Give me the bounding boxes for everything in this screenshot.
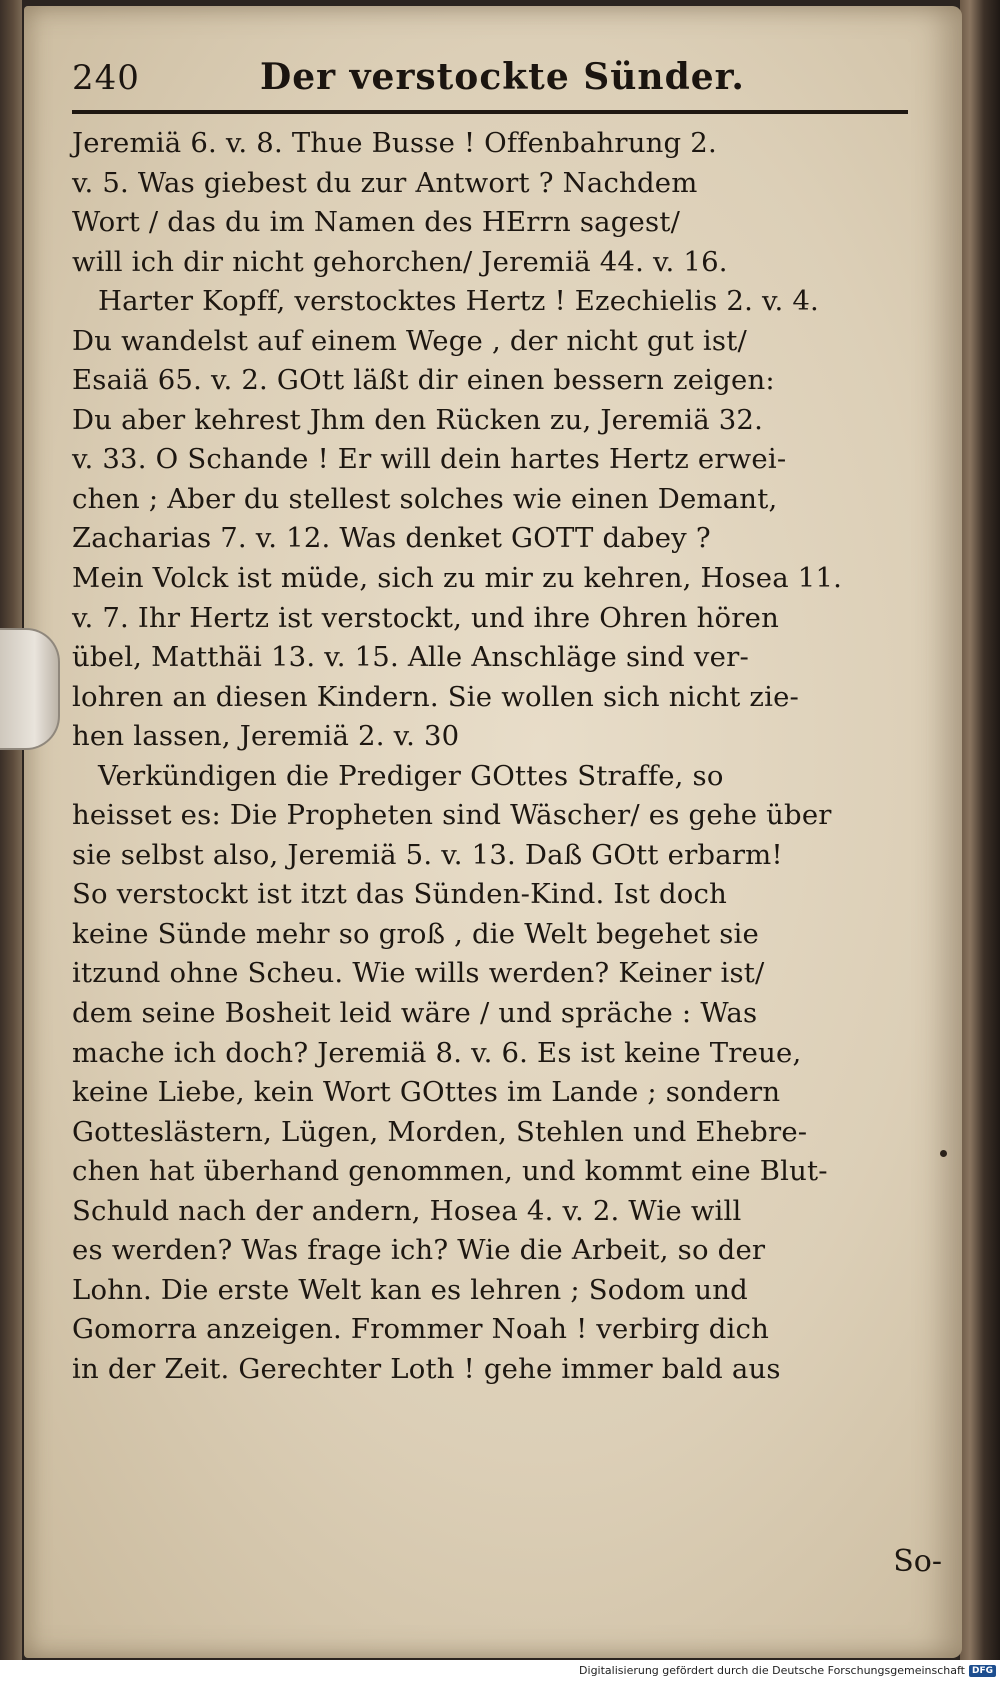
text-line: v. 7. Ihr Hertz ist verstockt, und ihre Ohren hören [72,601,780,634]
running-title: Der verstockte Sünder. [260,56,745,98]
text-line: dem seine Bosheit leid wäre / und spräche : Was [72,997,758,1030]
text-line: keine Liebe, kein Wort GOttes im Lande ; sondern [72,1076,781,1109]
text-line: Schuld nach der andern, Hosea 4. v. 2. Wie will [72,1194,742,1227]
text-line: übel, Matthäi 13. v. 15. Alle Anschläge sind ver- [72,641,749,674]
text-line: in der Zeit. Gerechter Loth ! gehe immer bald aus [72,1352,781,1385]
text-line: So verstockt ist itzt das Sünden-Kind. Ist doch [72,878,728,911]
text-line: chen hat überhand genommen, und kommt eine Blut- [72,1155,828,1188]
book-page-edges-right [960,0,1000,1660]
book-clasp [0,628,60,750]
header-rule [72,110,908,114]
text-line: Gotteslästern, Lügen, Morden, Stehlen und Ehebre- [72,1115,808,1148]
page-number: 240 [72,58,140,98]
text-line: keine Sünde mehr so groß , die Welt begehet sie [72,917,760,950]
text-line: chen ; Aber du stellest solches wie einen Demant, [72,482,778,515]
text-line: mache ich doch? Jeremiä 8. v. 6. Es ist keine Treue, [72,1036,802,1069]
credit-text: Digitalisierung gefördert durch die Deutsche Forschungsgemeinschaft [579,1664,965,1677]
text-line: Gomorra anzeigen. Frommer Noah ! verbirg dich [72,1313,770,1346]
text-line: sie selbst also, Jeremiä 5. v. 13. Daß GOtt erbarm! [72,838,783,871]
text-line: hen lassen, Jeremiä 2. v. 30 [72,720,460,753]
text-line: v. 33. O Schande ! Er will dein hartes Hertz erwei- [72,443,787,476]
ink-speck [940,1150,947,1157]
text-line: Verkündigen die Prediger GOttes Straffe, so [98,759,724,792]
text-line: will ich dir nicht gehorchen/ Jeremiä 44. v. 16. [72,245,728,278]
text-line: Du wandelst auf einem Wege , der nicht gut ist/ [72,324,747,357]
digitization-credit [579,1664,996,1677]
text-line: Harter Kopff, verstocktes Hertz ! Ezechielis 2. v. 4. [98,285,819,318]
book-binding-left [0,0,22,1660]
text-line: itzund ohne Scheu. Wie wills werden? Keiner ist/ [72,957,765,990]
text-line: es werden? Was frage ich? Wie die Arbeit, so der [72,1234,766,1267]
text-line: Esaiä 65. v. 2. GOtt läßt dir einen bessern zeigen: [72,364,775,397]
text-line: Jeremiä 6. v. 8. Thue Busse ! Offenbahrung 2. [72,127,717,159]
text-line: Zacharias 7. v. 12. Was denket GOTT dabey ? [72,522,711,555]
text-line: v. 5. Was giebest du zur Antwort ? Nachdem [72,166,698,199]
page-header [72,52,908,106]
text-line: heisset es: Die Propheten sind Wäscher/ es gehe über [72,799,832,832]
dfg-logo-icon: DFG [969,1665,996,1677]
text-line: Lohn. Die erste Welt kan es lehren ; Sodom und [72,1273,748,1306]
body-text [72,124,918,1390]
text-line: lohren an diesen Kindern. Sie wollen sich nicht zie- [72,680,800,713]
text-line: Du aber kehrest Jhm den Rücken zu, Jeremiä 32. [72,403,764,436]
text-line: Mein Volck ist müde, sich zu mir zu kehren, Hosea 11. [72,562,843,595]
text-line: Wort / das du im Namen des HErrn sagest/ [72,206,681,239]
catchword: So- [893,1544,942,1579]
